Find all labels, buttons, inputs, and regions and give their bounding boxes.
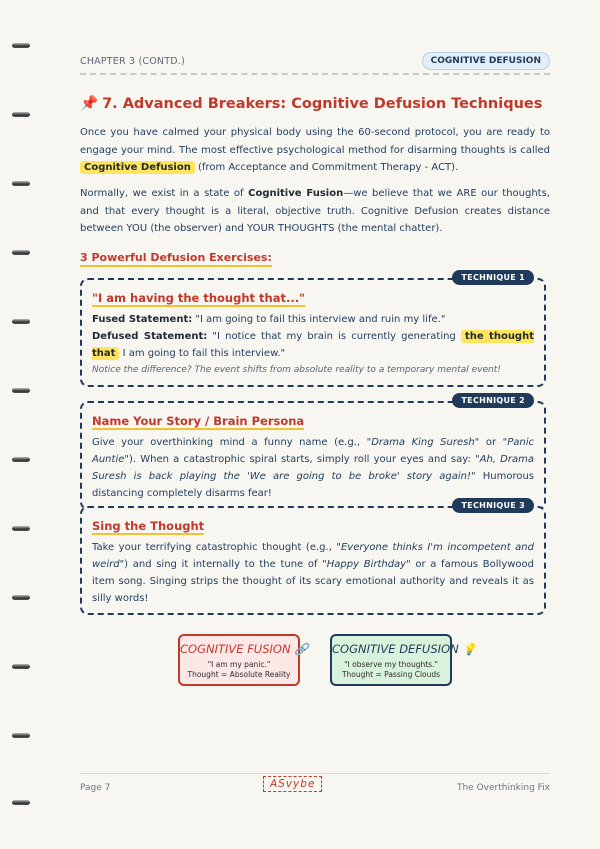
- header-divider: [80, 73, 550, 75]
- footer-divider: [80, 773, 550, 774]
- binding-ring: [12, 595, 30, 600]
- defused-statement: [92, 328, 534, 362]
- topic-chip: COGNITIVE DEFUSION: [422, 52, 550, 70]
- technique-title: Name Your Story / Brain Persona: [92, 414, 305, 428]
- body-text: Give your overthinking mind a funny name (e.g.,: [92, 437, 367, 448]
- technique-card-1: [80, 273, 546, 387]
- italic-text: "Everyone thinks I'm incompetent and weird": [92, 542, 534, 570]
- section-title: [80, 95, 550, 112]
- link-icon: 🔗: [294, 642, 309, 656]
- binding-ring: [12, 800, 30, 805]
- intro-paragraph-2: [80, 185, 550, 238]
- card-title: [180, 642, 309, 656]
- technique-title: "I am having the thought that...": [92, 291, 306, 305]
- technique-badge: TECHNIQUE 1: [452, 270, 534, 285]
- binding-ring: [12, 250, 30, 255]
- binding-ring: [12, 526, 30, 531]
- card-equation: Thought = Passing Clouds: [341, 670, 441, 679]
- intro-text: —we believe that we ARE our thoughts, and that every thought is a literal, objective truth. Cognitive Defusion creates distance between YOU (the observer) and YOUR THOUGHTS (the mental chatter).: [80, 188, 550, 234]
- technique-body: [92, 539, 534, 607]
- card-equation: Thought = Absolute Reality: [187, 670, 291, 679]
- book-title: The Overthinking Fix: [456, 783, 550, 793]
- pushpin-icon: 📌: [80, 96, 99, 112]
- intro-text: Once you have calmed your physical body using the 60-second protocol, you are ready to engage your mind. The most effective psychological method for disarming thoughts is called: [80, 127, 550, 156]
- bold-cognitive-fusion: Cognitive Fusion: [248, 188, 344, 199]
- body-text: or a famous Bollywood item song. Singing strips the thought of its scary emotional authority and reveals it as silly words!: [92, 559, 534, 604]
- italic-text: "Ah, Drama Suresh is back playing the 'We are going to be broke' story again!": [92, 454, 534, 482]
- highlight-the-thought-that: the thought that: [92, 331, 534, 359]
- exercises-heading: 3 Powerful Defusion Exercises:: [80, 250, 272, 267]
- card-quote: "I observe my thoughts.": [344, 660, 438, 669]
- defused-text: "I notice that my brain is currently generating: [207, 331, 461, 342]
- binding-ring: [12, 319, 30, 324]
- intro-text: Normally, we exist in a state of: [80, 188, 249, 199]
- technique-card-2: [80, 396, 546, 510]
- technique-badge: TECHNIQUE 2: [452, 393, 534, 408]
- italic-text: "Panic Auntie": [92, 437, 534, 465]
- binding-ring: [12, 664, 30, 669]
- body-text: Humorous distancing completely disarms fear!: [92, 471, 534, 499]
- page-number: Page 7: [80, 783, 111, 793]
- body-text: ). When a catastrophic spiral starts, simply roll your eyes and say:: [128, 454, 476, 465]
- body-text: Take your terrifying catastrophic thought (e.g.,: [92, 542, 337, 553]
- card-title: [332, 642, 477, 656]
- binding-ring: [12, 181, 30, 186]
- card-quote: "I am my panic.": [207, 660, 271, 669]
- technique-title: Sing the Thought: [92, 519, 205, 533]
- technique-body: [92, 434, 534, 502]
- binding-ring: [12, 733, 30, 738]
- intro-paragraph-1: [80, 124, 550, 177]
- defused-label: Defused Statement:: [92, 331, 208, 342]
- cognitive-defusion-card: [330, 634, 477, 686]
- binding-ring: [12, 112, 30, 117]
- highlight-cognitive-defusion: Cognitive Defusion: [80, 161, 195, 174]
- body-text: or: [479, 437, 503, 448]
- fused-label: Fused Statement:: [92, 314, 193, 325]
- intro-text: (from Acceptance and Commitment Therapy - ACT).: [194, 162, 459, 173]
- italic-text: "Drama King Suresh": [366, 437, 480, 448]
- cognitive-fusion-card: [178, 634, 309, 686]
- fused-text: "I am going to fail this interview and ruin my life.": [192, 314, 446, 325]
- notebook-binding-rings: [0, 0, 40, 849]
- card-title-text: COGNITIVE FUSION: [180, 642, 291, 656]
- italic-text: "Happy Birthday": [322, 559, 411, 570]
- section-title-text: 7. Advanced Breakers: Cognitive Defusion Techniques: [102, 96, 543, 112]
- binding-ring: [12, 388, 30, 393]
- body-text: ) and sing it internally to the tune of: [124, 559, 323, 570]
- binding-ring: [12, 43, 30, 48]
- technique-badge: TECHNIQUE 3: [452, 498, 534, 513]
- card-title-text: COGNITIVE DEFUSION: [332, 642, 459, 656]
- technique-note: Notice the difference? The event shifts from absolute reality to a temporary mental event!: [92, 365, 501, 375]
- page-header: [80, 52, 550, 74]
- binding-ring: [12, 457, 30, 462]
- chapter-label: CHAPTER 3 (CONTD.): [80, 56, 185, 67]
- technique-card-3: [80, 501, 546, 615]
- brand-logo: ASvybe: [263, 776, 322, 792]
- lightbulb-icon: 💡: [462, 642, 477, 656]
- fused-statement: [92, 311, 534, 328]
- defused-text: I am going to fail this interview.": [119, 348, 286, 359]
